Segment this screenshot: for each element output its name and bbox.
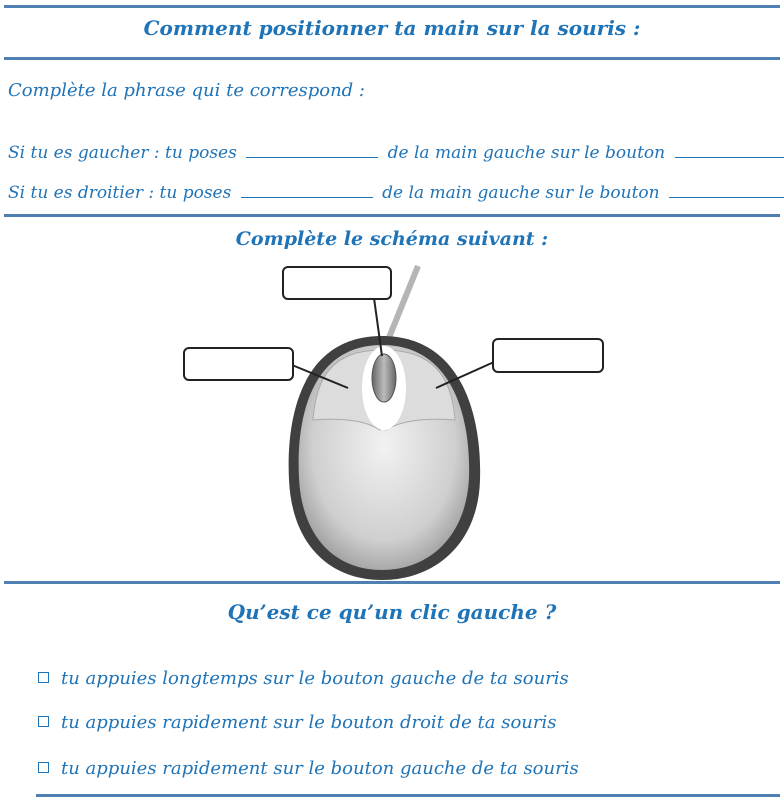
option-3-label: tu appuies rapidement sur le bouton gauche de ta souris bbox=[61, 758, 579, 779]
label-box-right-button[interactable] bbox=[492, 338, 604, 373]
sentence-right-part2: de la main gauche sur le bouton bbox=[382, 183, 660, 203]
option-1[interactable] bbox=[38, 668, 569, 689]
label-box-left-button[interactable] bbox=[183, 347, 294, 381]
label-box-wheel[interactable] bbox=[282, 266, 392, 300]
question-title: Qu’est ce qu’un clic gauche ? bbox=[227, 600, 557, 624]
option-2[interactable] bbox=[38, 712, 557, 733]
option-1-label: tu appuies longtemps sur le bouton gauche de ta souris bbox=[61, 668, 569, 689]
option-2-label: tu appuies rapidement sur le bouton droit de ta souris bbox=[61, 712, 557, 733]
checkbox-icon[interactable] bbox=[38, 716, 49, 727]
sentence-right-part1: Si tu es droitier : tu poses bbox=[8, 183, 232, 203]
diagram-title: Complète le schéma suivant : bbox=[235, 228, 549, 250]
option-3[interactable] bbox=[38, 758, 579, 779]
page-title: Comment positionner ta main sur la souris : bbox=[143, 16, 641, 40]
checkbox-icon[interactable] bbox=[38, 672, 49, 683]
scroll-wheel bbox=[372, 354, 396, 402]
instruction-text: Complète la phrase qui te correspond : bbox=[8, 80, 365, 101]
checkbox-icon[interactable] bbox=[38, 762, 49, 773]
sentence-left-part2: de la main gauche sur le bouton bbox=[387, 143, 666, 163]
sentence-left-part1: Si tu es gaucher : tu poses bbox=[8, 143, 237, 163]
